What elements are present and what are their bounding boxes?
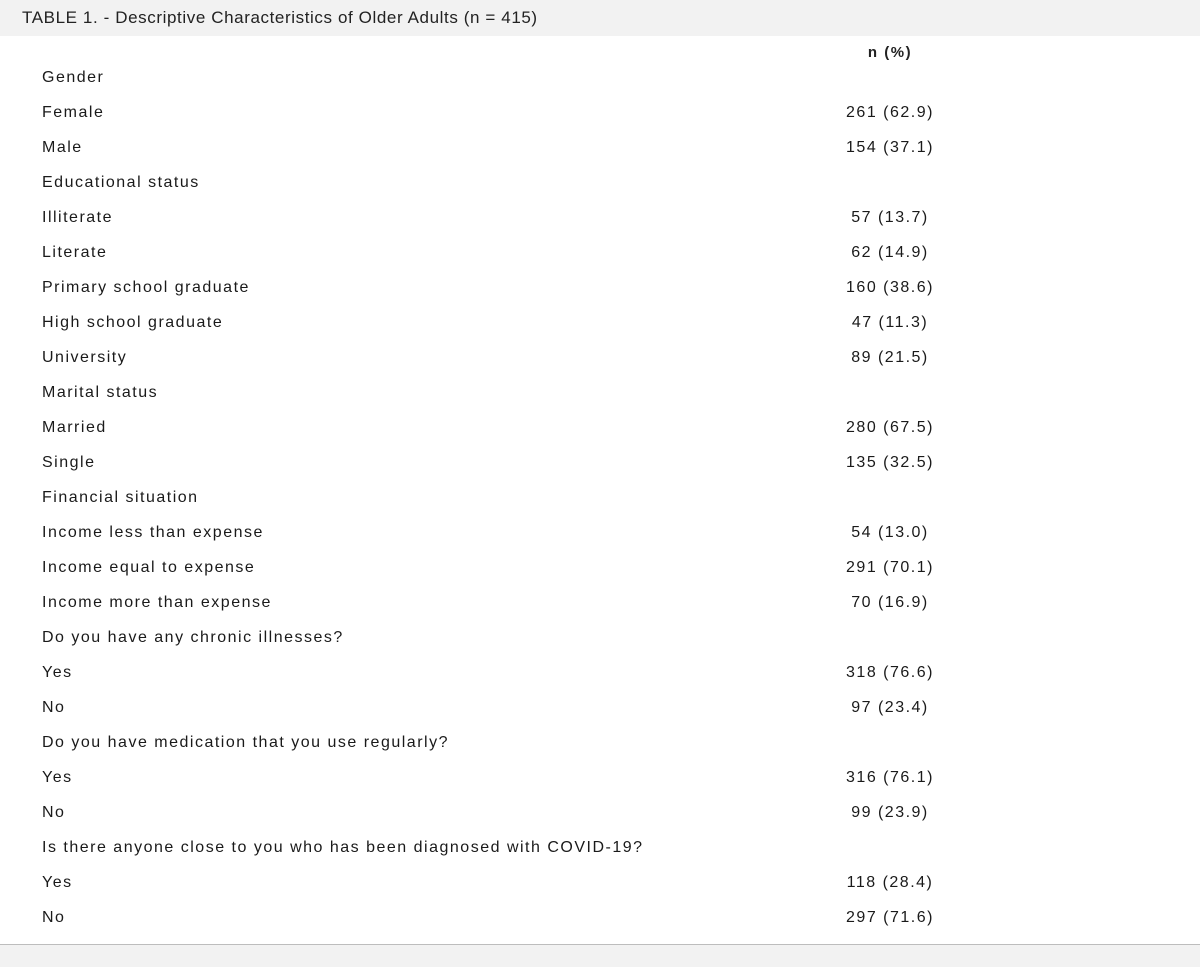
row-label: Educational status bbox=[42, 174, 200, 191]
table-row bbox=[0, 795, 1200, 830]
row-label: Do you have medication that you use regularly? bbox=[42, 734, 449, 751]
table-row bbox=[0, 585, 1200, 620]
row-label: Yes bbox=[42, 664, 73, 681]
table-row bbox=[0, 480, 1200, 515]
table-row bbox=[0, 305, 1200, 340]
row-label: Single bbox=[42, 454, 96, 471]
row-value: 261 (62.9) bbox=[846, 104, 934, 121]
row-value: 316 (76.1) bbox=[846, 769, 934, 786]
row-label: Male bbox=[42, 139, 83, 156]
row-label: Income more than expense bbox=[42, 594, 272, 611]
table-row bbox=[0, 340, 1200, 375]
row-value: 99 (23.9) bbox=[851, 804, 929, 821]
column-header-n-percent: n (%) bbox=[867, 44, 913, 61]
row-value: 135 (32.5) bbox=[846, 454, 934, 471]
table-row bbox=[0, 235, 1200, 270]
row-label: Female bbox=[42, 104, 105, 121]
row-label: Illiterate bbox=[42, 209, 114, 226]
table-row bbox=[0, 270, 1200, 305]
row-label: Primary school graduate bbox=[42, 279, 250, 296]
row-value: 318 (76.6) bbox=[846, 664, 934, 681]
row-label: Financial situation bbox=[42, 489, 199, 506]
table-row bbox=[0, 515, 1200, 550]
table-row bbox=[0, 445, 1200, 480]
row-label: University bbox=[42, 349, 128, 366]
table-caption-bar bbox=[0, 0, 1200, 36]
row-value: 57 (13.7) bbox=[851, 209, 929, 226]
table-row bbox=[0, 830, 1200, 865]
table-row bbox=[0, 550, 1200, 585]
table-row bbox=[0, 410, 1200, 445]
table-row bbox=[0, 200, 1200, 235]
table-row bbox=[0, 655, 1200, 690]
table-row bbox=[0, 620, 1200, 655]
row-value: 160 (38.6) bbox=[846, 279, 934, 296]
row-label: Do you have any chronic illnesses? bbox=[42, 629, 344, 646]
row-label: No bbox=[42, 909, 66, 926]
table-row bbox=[0, 375, 1200, 410]
row-value: 297 (71.6) bbox=[846, 909, 934, 926]
row-value: 280 (67.5) bbox=[846, 419, 934, 436]
table-row bbox=[0, 760, 1200, 795]
row-value: 89 (21.5) bbox=[851, 349, 929, 366]
table-row bbox=[0, 60, 1200, 95]
table-footer-bar bbox=[0, 945, 1200, 967]
row-value: 54 (13.0) bbox=[851, 524, 929, 541]
row-label: Marital status bbox=[42, 384, 159, 401]
row-label: No bbox=[42, 699, 66, 716]
row-label: Yes bbox=[42, 874, 73, 891]
table-body bbox=[0, 60, 1200, 935]
row-label: Married bbox=[42, 419, 107, 436]
descriptive-table bbox=[0, 36, 1200, 944]
row-label: Gender bbox=[42, 69, 105, 86]
row-label: Income less than expense bbox=[42, 524, 264, 541]
row-label: Income equal to expense bbox=[42, 559, 256, 576]
table-row bbox=[0, 165, 1200, 200]
row-value: 62 (14.9) bbox=[851, 244, 929, 261]
table-row bbox=[0, 865, 1200, 900]
row-value: 118 (28.4) bbox=[846, 874, 934, 891]
row-label: No bbox=[42, 804, 66, 821]
table-row bbox=[0, 690, 1200, 725]
table-row bbox=[0, 130, 1200, 165]
table-row bbox=[0, 725, 1200, 760]
table-caption: TABLE 1. - Descriptive Characteristics of Older Adults (n = 415) bbox=[22, 8, 538, 27]
table-row bbox=[0, 900, 1200, 935]
row-label: High school graduate bbox=[42, 314, 224, 331]
row-value: 154 (37.1) bbox=[846, 139, 934, 156]
row-label: Literate bbox=[42, 244, 108, 261]
row-value: 97 (23.4) bbox=[851, 699, 929, 716]
table-row bbox=[0, 95, 1200, 130]
row-value: 70 (16.9) bbox=[851, 594, 929, 611]
row-label: Is there anyone close to you who has been diagnosed with COVID-19? bbox=[42, 839, 644, 856]
row-label: Yes bbox=[42, 769, 73, 786]
row-value: 291 (70.1) bbox=[846, 559, 934, 576]
row-value: 47 (11.3) bbox=[851, 314, 929, 331]
